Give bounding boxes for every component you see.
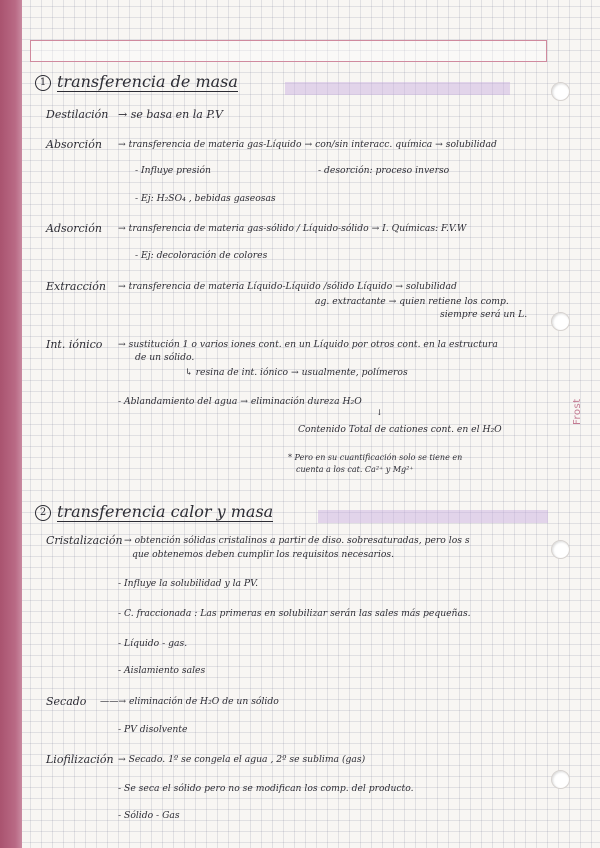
section2-heading xyxy=(35,502,273,521)
secado-line1: ——→ eliminación de H₂O de un sólido xyxy=(100,696,279,707)
cristalizacion-line3: - C. fraccionada : Las primeras en solubilizar serán las sales más pequeñas. xyxy=(118,608,471,619)
adsorcion-line1-text: transferencia de materia gas-sólido / Líquido-sólido → I. Químicas: F.V.W xyxy=(128,223,467,234)
extraccion-line1-text: transferencia de materia Líquido-Líquido /sólido Líquido → solubilidad xyxy=(128,281,457,292)
absorcion-line1: → transferencia de materia gas-Líquido → con/sin interacc. química → solubilidad xyxy=(118,139,497,150)
brand-watermark: Frost xyxy=(572,398,583,425)
int-ionico-label: Int. iónico xyxy=(46,338,103,351)
liofilizacion-line2: - Se seca el sólido pero no se modifican los comp. del producto. xyxy=(118,783,414,794)
section1-title: transferencia de masa xyxy=(57,72,238,91)
punch-hole-upper xyxy=(551,312,570,331)
section1-number: 1 xyxy=(35,75,51,91)
liofilizacion-label: Liofilización xyxy=(46,753,114,766)
cristalizacion-line2: - Influye la solubilidad y la PV. xyxy=(118,578,259,589)
cristalizacion-line5: - Aislamiento sales xyxy=(118,665,206,676)
punch-hole-bottom xyxy=(551,770,570,789)
adsorcion-label: Adsorción xyxy=(46,222,102,235)
extraccion-line1: → transferencia de materia Líquido-Líquido /sólido Líquido → solubilidad xyxy=(118,281,457,292)
int-ionico-line1b: de un sólido. xyxy=(135,352,195,363)
int-ionico-line2: ↳ resina de int. iónico → usualmente, polímeros xyxy=(185,367,408,378)
cristalizacion-label: Cristalización xyxy=(46,534,123,547)
destilacion-text-value: se basa en la P.V xyxy=(130,108,223,121)
cristalizacion-line4: - Líquido - gas. xyxy=(118,638,188,649)
cristalizacion-line1b: que obtenemos deben cumplir los requisitos necesarios. xyxy=(132,549,395,560)
secado-line1-text: eliminación de H₂O de un sólido xyxy=(129,696,279,707)
absorcion-line2a: - Influye presión xyxy=(135,165,211,176)
highlight-section1 xyxy=(285,82,510,95)
section2-title: transferencia calor y masa xyxy=(57,502,274,521)
cristalizacion-line1-text: obtención sólidas cristalinos a partir de diso. sobresaturadas, pero los s xyxy=(134,535,470,546)
page-binding xyxy=(0,0,22,848)
arrow-down-mark: ↓ xyxy=(376,408,383,417)
extraccion-line2: ag. extractante → quien retiene los comp. xyxy=(315,296,509,307)
absorcion-line2b: - desorción: proceso inverso xyxy=(318,165,450,176)
int-ionico-line1: → sustitución 1 o varios iones cont. en un Líquido por otros cont. en la estructura xyxy=(118,339,498,350)
extraccion-label: Extracción xyxy=(46,280,107,293)
absorcion-label: Absorción xyxy=(46,138,102,151)
int-ionico-line6: cuenta a los cat. Ca²⁺ y Mg²⁺ xyxy=(296,465,414,474)
liofilizacion-line1-text: Secado. 1º se congela el agua , 2º se sublima (gas) xyxy=(128,754,366,765)
destilacion-label: Destilación xyxy=(46,108,109,121)
destilacion-text: → se basa en la P.V xyxy=(118,108,223,121)
section1-heading xyxy=(35,72,238,91)
extraccion-line3: siempre será un L. xyxy=(440,309,528,320)
adsorcion-line2: - Ej: decoloración de colores xyxy=(135,250,268,261)
secado-label: Secado xyxy=(46,695,87,708)
liofilizacion-line1: → Secado. 1º se congela el agua , 2º se sublima (gas) xyxy=(118,754,366,765)
cristalizacion-line1: → obtención sólidas cristalinos a partir de diso. sobresaturadas, pero los s xyxy=(124,535,470,546)
liofilizacion-line3: - Sólido - Gas xyxy=(118,810,180,821)
adsorcion-line1: → transferencia de materia gas-sólido / Líquido-sólido → I. Químicas: F.V.W xyxy=(118,223,467,234)
absorcion-line1-text: transferencia de materia gas-Líquido → con/sin interacc. química → solubilidad xyxy=(128,139,497,150)
secado-line2: - PV disolvente xyxy=(118,724,188,735)
int-ionico-line3: - Ablandamiento del agua → eliminación dureza H₂O xyxy=(118,396,362,407)
punch-hole-lower xyxy=(551,540,570,559)
int-ionico-line5: * Pero en su cuantificación solo se tiene en xyxy=(288,453,463,462)
absorcion-line3: - Ej: H₂SO₄ , bebidas gaseosas xyxy=(135,193,276,204)
punch-hole-top xyxy=(551,82,570,101)
int-ionico-line4: Contenido Total de cationes cont. en el H₂O xyxy=(298,424,502,435)
int-ionico-line1-text: sustitución 1 o varios iones cont. en un Líquido por otros cont. en la estructura xyxy=(128,339,498,350)
section2-number: 2 xyxy=(35,505,51,521)
header-box xyxy=(30,40,547,62)
highlight-section2 xyxy=(318,510,548,523)
